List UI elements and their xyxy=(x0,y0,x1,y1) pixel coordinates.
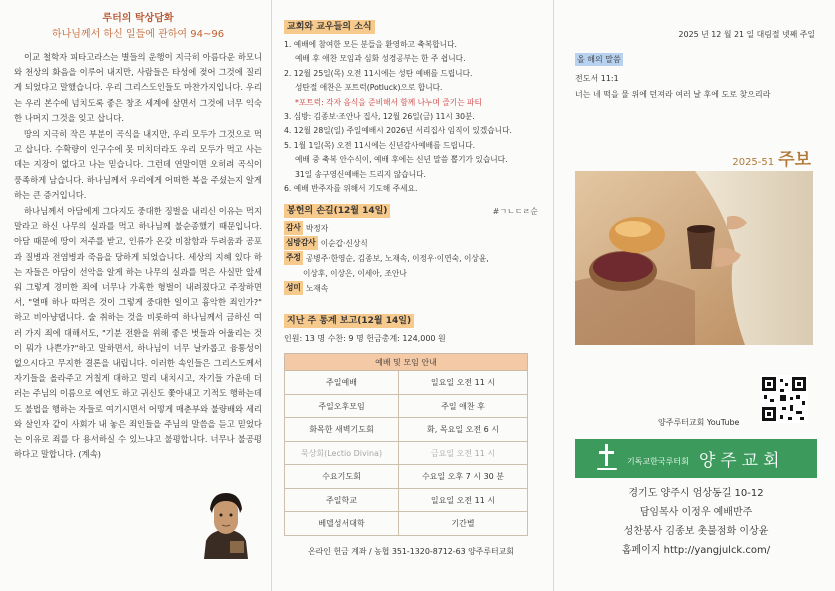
schedule-time: 주일 애찬 후 xyxy=(399,394,528,418)
offering-heading: 봉헌의 손길(12월 14일) xyxy=(284,204,390,218)
bulletin-date: 2025 년 12 월 21 일 대림절 넷째 주일 xyxy=(678,30,815,39)
schedule-table xyxy=(284,353,528,536)
service-staff-info: 성찬봉사 김종보 촛불점화 이상윤 xyxy=(623,526,769,537)
news-item-text: 4. 12월 28일(일) 주일예배시 2026년 서리집사 임직이 있겠습니다. xyxy=(284,126,512,136)
homepage-link[interactable]: 홈페이지 http://yangjulck.com/ xyxy=(621,545,771,556)
offering-row xyxy=(284,251,538,266)
paragraph: 땅의 지극히 작은 부분이 곡식을 내지만, 우리 모두가 그것으로 먹고 삽니다. 수확량이 인구수에 못 미치더라도 우리 모두가 먹고 사는 데는 지장이 없다고 나는 믿습니다. 그런데 연말이면 오히려 곡식이 풍족하게 남습니다. 하나님께서 우리에게 어떠한 복을 주셨는지 알게 하는 큰 증거입니다. xyxy=(14,129,262,200)
schedule-name: 주일예배 xyxy=(285,371,399,395)
schedule-title: 예배 및 모임 안내 xyxy=(285,354,528,371)
offering-type: 심방감사 xyxy=(284,236,318,250)
table-talk-panel xyxy=(14,12,262,584)
schedule-time: 화, 목요일 오전 6 시 xyxy=(399,418,528,442)
news-heading: 교회와 교우들의 소식 xyxy=(284,20,375,34)
schedule-name: 베델성서대학 xyxy=(285,512,399,536)
online-offering-account: 온라인 헌금 계좌 / 농협 351-1320-8712-63 양주루터교회 xyxy=(308,546,514,556)
verse-text: 너는 네 떡을 물 위에 던져라 여러 날 후에 도로 찾으리라 xyxy=(575,90,771,99)
issue-number: 2025-51 xyxy=(732,157,775,168)
offering-names: 공병주·한영순, 김종보, 노재속, 이정우·이연숙, 이상윤, xyxy=(305,254,489,264)
verse-reference: 전도서 11:1 xyxy=(575,74,619,83)
offering-names: 박정자 xyxy=(305,224,329,234)
news-item xyxy=(284,182,538,196)
schedule-time: 금요일 오전 11 시 xyxy=(399,441,528,465)
offering-row xyxy=(284,221,538,236)
paragraph: 하나님께서 아담에게 그다지도 중대한 징벌을 내리신 이유는 먹지 말라고 하신 나무의 실과를 먹고 하나님께 불순종했기 때문입니다. 아담 때문에 땅이 저주를 받고, 인류가 온갖 비참함과 두려움과 공포과 질병과 전염병과 죽음을 당하게 되었습니다. 세상의 지혜 있다 하는 자들은 아담이 선악을 알게 하는 나무의 실과를 먹은 사실만 앞세워 그렇게 경미한 죄에 너무나 가혹한 형벌이 내려졌다고 주장하면서, "열매 하나 따먹은 것이 그렇게 중대한 일이고 흉악한 죄인가?" 하고 비아냥댑니다. 술 취하는 것을 비롯하여 하나님께서 금하신 여러 가지 죄에 대해서도, "기분 전환을 위해 좋은 벗들과 어울리는 것이 뭐가 나쁜가?"하고 말하면서, 하나님이 너무 날카롭고 융통성이 없으시다고 무지한 결론을 내립니다. 이러한 속인들은 그리스도께서 자기들을 올라주고 거칠게 대하고 멀리 내치시고, 자기들 가운데 더러는 주님의 이름으로 예언도 하고 귀신도 쫓아내고 기적도 행하는데도 불법을 행하는 자들로 여기시면서 어떻게 매춘부와 불량배와 세리와 살인자 같이 사회가 내 놓은 죄인들을 주님의 말씀을 듣고 믿었다는 이유로 죄를 다 용서하실 수 있느냐고 불평합니다. 너무나 불공평하다고 말합니다. (계속) xyxy=(14,206,262,460)
schedule-time: 기간별 xyxy=(399,512,528,536)
table-row xyxy=(285,488,528,512)
table-talk-title: 루터의 탁상담화 xyxy=(102,13,174,24)
issue-title: 주보 xyxy=(778,150,811,170)
news-item xyxy=(284,38,538,67)
news-panel xyxy=(284,14,538,586)
offering-type: 감사 xyxy=(284,221,303,235)
offering-row xyxy=(284,236,538,251)
church-address: 경기도 양주시 엄상동길 10-12 xyxy=(628,488,764,499)
news-item-text: 3. 심방: 김종보·조안나 집사, 12월 26일(금) 11시 30분. xyxy=(284,112,475,122)
news-item-detail: 예배 중 축복 안수식이, 예배 후에는 신년 말씀 뽑기가 있습니다. xyxy=(295,155,508,165)
schedule-name: 묵상회(Lectio Divina) xyxy=(285,441,399,465)
church-name: 양주교회 xyxy=(698,451,785,471)
offering-names: 이상후, 이상은, 이세아, 조안나 xyxy=(303,269,407,279)
year-verse-heading: 올 해의 말씀 xyxy=(577,55,621,64)
news-item-detail: 성탄절 애찬은 포트럭(Potluck)으로 합니다. xyxy=(295,83,443,93)
table-row xyxy=(285,418,528,442)
news-item-text: 1. 예배에 참여한 모든 분들을 환영하고 축복합니다. xyxy=(284,40,457,49)
table-row xyxy=(285,371,528,395)
offering-sort-tag: #ㄱㄴㄷㄹ순 xyxy=(492,206,538,216)
offering-row xyxy=(284,266,538,281)
paragraph: 이교 철학자 피타고라스는 별들의 운행이 지극히 아름다운 하모니와 천상의 화음을 이루어 내지만, 사람들은 타성에 젖어 그것에 질리게 되었다고 말했습니다. 우리 그리스도인들도 마찬가지입니다. 우리는 우리 본수에 넘치도록 좋은 창조 세계에 살면서 그것에 너무 익숙한 나머지 그것을 잊고 삽니다. xyxy=(14,52,262,123)
schedule-name: 화목한 새벽기도회 xyxy=(285,418,399,442)
news-item-text: 6. 예배 반주자를 위해서 기도해 주세요. xyxy=(284,184,418,194)
news-list xyxy=(284,38,538,196)
stats-heading: 지난 주 통계 보고(12월 14일) xyxy=(284,314,414,328)
news-item xyxy=(284,110,538,124)
news-item-detail: 예배 후 애찬 모임과 심화 성경공부는 한 주 쉽니다. xyxy=(295,54,466,64)
issue-header xyxy=(732,145,811,170)
offering-names: 노재속 xyxy=(305,284,329,294)
schedule-name: 주일학교 xyxy=(285,488,399,512)
communion-bread-cup-image xyxy=(575,171,813,345)
pastor-info: 담임목사 이정우 예배반주 xyxy=(639,507,753,518)
table-talk-body xyxy=(14,50,262,462)
table-row xyxy=(285,394,528,418)
denomination-label: 기독교한국루터회 xyxy=(627,457,689,466)
luther-portrait-icon xyxy=(196,491,256,559)
schedule-time: 일요일 오전 11 시 xyxy=(399,371,528,395)
stats-line: 인원: 13 명 수찬: 9 명 헌금총계: 124,000 원 xyxy=(284,334,446,344)
news-item xyxy=(284,124,538,138)
table-talk-subtitle: 하나님께서 하신 일들에 관하여 94~96 xyxy=(51,29,225,40)
offering-row xyxy=(284,281,538,296)
table-row xyxy=(285,441,528,465)
offering-names: 이순갑·신상식 xyxy=(320,239,368,249)
youtube-qr-code-icon[interactable] xyxy=(760,375,808,423)
news-item-note: *포트럭: 각자 음식을 준비해서 함께 나누며 즐기는 파티 xyxy=(295,97,482,107)
news-item xyxy=(284,67,538,110)
stats-section xyxy=(284,308,538,347)
fold-line xyxy=(271,0,272,591)
schedule-name: 수요기도회 xyxy=(285,465,399,489)
youtube-label[interactable]: 양주루터교회 YouTube xyxy=(658,418,740,427)
offering-header xyxy=(284,204,538,218)
schedule-time: 일요일 오전 11 시 xyxy=(399,488,528,512)
schedule-time: 수요일 오후 7 시 30 분 xyxy=(399,465,528,489)
offering-type: 주정 xyxy=(284,251,303,265)
church-name-banner xyxy=(575,439,817,478)
offering-type: 성미 xyxy=(284,281,303,295)
table-row xyxy=(285,465,528,489)
news-item-text: 2. 12월 25일(목) 오전 11시에는 성탄 예배를 드립니다. xyxy=(284,68,473,78)
church-info xyxy=(575,484,817,560)
schedule-name: 주일오후모임 xyxy=(285,394,399,418)
table-row xyxy=(285,512,528,536)
news-item-detail: 31일 송구영신예배는 드리지 않습니다. xyxy=(295,169,426,179)
offering-list xyxy=(284,221,538,296)
news-item-text: 5. 1월 1일(목) 오전 11시에는 신년감사예배를 드립니다. xyxy=(284,140,476,150)
news-item xyxy=(284,139,538,182)
fold-line xyxy=(553,0,554,591)
cover-panel xyxy=(563,0,835,591)
cross-icon xyxy=(597,444,617,474)
